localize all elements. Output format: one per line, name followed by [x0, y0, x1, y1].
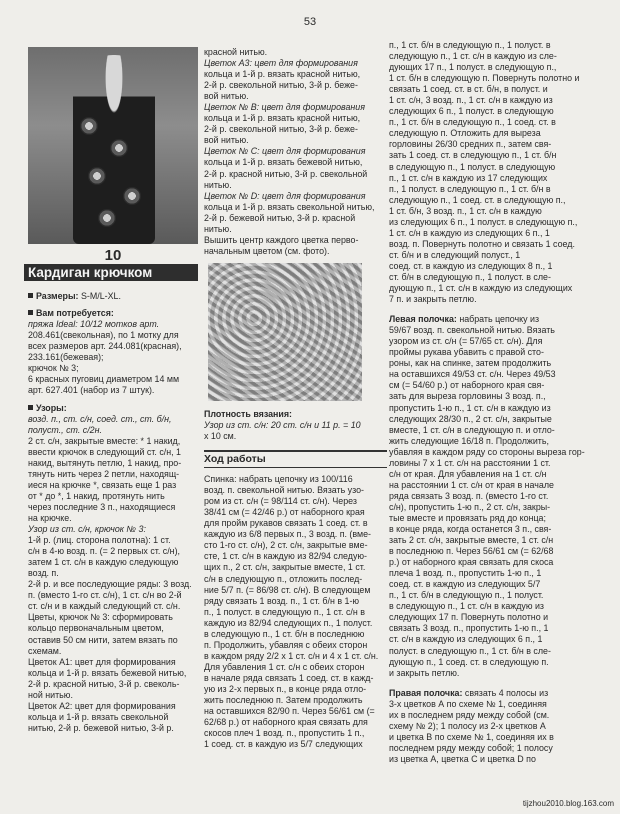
back-line: сто 1-го ст. с/н), 2 ст. с/н, закрытые вме-	[204, 540, 368, 551]
flower-motif	[123, 187, 141, 205]
right-front-line: схему № 2); 1 полосу из 2-х цветков А	[389, 720, 546, 731]
left-front-line: см (= 54/60 р.) от наборного края свя-	[389, 380, 545, 391]
pattern-line: накид, вытянуть петлю, 1 накид, про-	[28, 457, 182, 468]
back-cont-line: 7 п. и закрыть петлю.	[389, 294, 477, 305]
bullet-square-icon	[28, 310, 33, 315]
back-line: с/н в следующую п., отложить послед-	[204, 573, 363, 584]
left-front-line: следующих 28/30 п., 2 ст. с/н, закрытые	[389, 413, 552, 424]
pattern-line: Узор из ст. с/н, крючок № 3:	[28, 524, 146, 535]
left-front-line: вместе, 1 ст. с/н в следующую п. и отло-	[389, 424, 555, 435]
flower-line: Цветок № В: цвет для формирования	[204, 102, 365, 113]
left-front-line	[389, 314, 589, 325]
pattern-line: оставив 50 см нити, затем вязать по	[28, 634, 178, 645]
flower-line: Вышить центр каждого цветка перво-	[204, 234, 359, 245]
left-front-line: узором из ст. с/н (= 57/65 ст. с/н). Для	[389, 336, 543, 347]
column-1	[28, 47, 198, 734]
back-line: каждую из 6/8 первых п., 3 возд. п. (вме-	[204, 529, 371, 540]
flower-line: вой нитью.	[204, 135, 249, 146]
pattern-line: кольца и 1-й р. вязать бежевой нитью,	[28, 667, 187, 678]
back-line: 1 соед. ст. в каждую из 5/7 следующих	[204, 739, 363, 750]
left-front-line: пропустить 1-ю п., 1 ст. с/н в каждую из	[389, 402, 551, 413]
left-front-line: тые вместе и провязать ряд до конца;	[389, 512, 546, 523]
sizes-label: Размеры:	[36, 291, 79, 302]
pattern-line: с/н в 4-ю возд. п. (= 2 первых ст. с/н),	[28, 546, 180, 557]
left-front-line: ст. с/н в каждую из следующих 6 п., 1	[389, 634, 543, 645]
pattern-line: ст. с/н и в каждый следующий ст. с/н.	[28, 601, 181, 612]
back-line: п., 1 полуст. в следующую п., 1 ст. с/н в	[204, 606, 365, 617]
flower-line: Цветок № D: цвет для формирования	[204, 190, 366, 201]
flower-line: красной нитью.	[204, 47, 268, 57]
left-front-line: роны, как на спинке, затем продолжить	[389, 358, 552, 369]
left-front-line: зать 2 ст. с/н, закрытые вместе, 1 ст. с/н	[389, 535, 554, 546]
pattern-line: 2-й р. красной нитью, 3-й р. свеколь-	[28, 678, 180, 689]
pattern-line: Цветы, крючок № 3: сформировать	[28, 612, 173, 623]
back-line: 62/68 р.) от наборного края связать для	[204, 717, 368, 728]
pattern-line: 2-й р. и все последующие ряды: 3 возд.	[28, 579, 192, 590]
work-heading: Ход работы	[204, 450, 387, 468]
flower-motif	[110, 139, 128, 157]
back-line: в каждом ряду 2/2 х 1 ст. с/н и 4 х 1 ст. с/н.	[204, 650, 379, 661]
back-line: сте, 1 ст. с/н в каждую из 82/94 следую-	[204, 551, 368, 562]
flower-line: кольца и 1-й р. вязать красной нитью,	[204, 113, 361, 124]
back-line: в следующую п., 1 ст. б/н в последнюю	[204, 628, 365, 639]
pattern-line: 1-й р. (лиц. сторона полотна): 1 ст.	[28, 535, 171, 546]
pattern-line: кольцо первоначальным цветом,	[28, 623, 164, 634]
back-cont-line: 1 ст. с/н в каждую из следующих 6 п., 1	[389, 227, 550, 238]
back-line: в начале ряда связать 1 соед. ст. в кажд-	[204, 672, 374, 683]
right-front-line: и цветка В по схеме № 1, соединяя их в	[389, 731, 554, 742]
yarn-line: крючок № 3;	[28, 363, 79, 374]
back-line: ние 5/7 п. (= 86/98 ст. с/н). В следующем	[204, 584, 371, 595]
sizes-value: S-M/L-XL.	[80, 291, 121, 302]
flower-line: 2-й р. красной нитью, 3-й р. свекольной	[204, 168, 368, 179]
yarn-line: 233.161(бежевая);	[28, 352, 104, 363]
left-front-line: в последнюю п. Через 56/61 см (= 62/68	[389, 546, 554, 557]
back-line: щих п., 2 ст. с/н, закрытые вместе, 1 ст.	[204, 562, 366, 573]
back-line: ряду связать 1 возд. п., 1 ст. б/н в 1-ю	[204, 595, 360, 606]
back-line: ром из ст. с/н (= 98/114 ст. с/н). Через	[204, 496, 357, 507]
density-line: Узор из ст. с/н: 20 ст. с/н и 11 р. = 10	[204, 419, 361, 430]
left-front-line: на оставшихся 49/53 ст. с/н. Через 49/53	[389, 369, 556, 380]
back-cont-line: связать 1 соед. ст. в ст. б/н, в полуст. и	[389, 84, 548, 95]
column-2	[204, 47, 387, 750]
flower-line: начальным цветом (см. фото).	[204, 245, 330, 256]
left-front-line: связать 3 возд. п., пропустить 1-ю п., 1	[389, 623, 549, 634]
yarn-line: пряжа Ideal: 10/12 мотков арт.	[28, 319, 160, 330]
sizes-line	[28, 291, 198, 302]
yarn-line: всех размеров арт. 244.081(красная),	[28, 341, 182, 352]
pattern-line: ной нитью.	[28, 689, 73, 700]
watermark: tijzhou2010.blog.163.com	[522, 799, 614, 808]
pattern-line: Цветок А2: цвет для формирования	[28, 700, 176, 711]
left-front-line: ловины 7 х 1 ст. с/н на расстоянии 1 ст.	[389, 457, 551, 468]
left-front-first: набрать цепочку из	[456, 314, 540, 325]
pattern-title: Кардиган крючком	[24, 264, 198, 281]
back-cont-line: п., 1 полуст. в следующую п., 1 ст. б/н в	[389, 183, 551, 194]
pattern-line: через последние 3 п., находящиеся	[28, 501, 176, 512]
left-front-line: 59/67 возд. п. свекольной нитью. Вязать	[389, 325, 555, 336]
pattern-line: 2 ст. с/н, закрытые вместе: * 1 накид,	[28, 435, 181, 446]
left-front-line: в следующую п., 1 ст. с/н в каждую из	[389, 601, 544, 612]
back-cont-line: из следующих 6 п., 1 полуст. в следующую п.,	[389, 216, 578, 227]
flower-line: 2-й р. бежевой нитью, 3-й р. красной	[204, 212, 356, 223]
right-front-line: их в последнем ряду между собой (см.	[389, 709, 550, 720]
materials-heading	[28, 308, 198, 319]
flower-line: нитью.	[204, 223, 232, 234]
back-line: Спинка: набрать цепочку из 100/116	[204, 474, 353, 485]
back-cont-line: п., 1 ст. с/н в каждую из 17 следующих	[389, 172, 548, 183]
flower-line: Цветок А3: цвет для формирования	[204, 58, 358, 69]
pattern-line: возд. п.	[28, 568, 59, 579]
left-front-line: с/н), пропустить 1-ю п., 2 ст. с/н, закры-	[389, 501, 551, 512]
back-line: жить последнюю п. Затем продолжить	[204, 695, 363, 706]
back-line: каждую из 82/94 следующих п., 1 полуст.	[204, 617, 373, 628]
pattern-line: кольца и 1-й р. вязать свекольной	[28, 711, 169, 722]
pattern-line: схемам.	[28, 645, 62, 656]
left-front-line: ряда связать 3 возд. п. (вместо 1-го ст.	[389, 490, 549, 501]
flower-line: Цветок № С: цвет для формирования	[204, 146, 366, 157]
left-front-line: и закрыть петлю.	[389, 667, 460, 678]
back-cont-line: возд. п. Повернуть полотно и связать 1 соед.	[389, 238, 575, 249]
left-front-line: убавляя в каждом ряду со стороны выреза гор-	[389, 446, 585, 457]
pattern-line: тянуть нить через 2 петли, находящ-	[28, 468, 180, 479]
left-front-line: плеча 1 возд. п., пропустить 1-ю п., 1	[389, 568, 542, 579]
left-front-line: с/н от края. Для убавления на 1 ст. с/н	[389, 468, 547, 479]
back-cont-line: следующую п. Отложить для выреза	[389, 128, 541, 139]
pattern-line: затем 1 ст. с/н в каждую следующую	[28, 557, 179, 568]
left-front-label: Левая полочка:	[389, 314, 457, 325]
pattern-line: иеся на крючке *, связать еще 1 раз	[28, 479, 177, 490]
back-cont-line: в следующую п., 1 полуст. в следующую	[389, 161, 556, 172]
back-line: п. Продолжить, убавляя с обеих сторон	[204, 639, 368, 650]
yarn-line: 208.461(свекольная), по 1 мотку для	[28, 330, 179, 341]
back-cont-line: 1 ст. с/н, 3 возд. п., 1 ст. с/н в каждую из	[389, 95, 553, 106]
left-front-line: дующую п., 1 соед. ст. в следующую п.	[389, 656, 549, 667]
patterns-label: Узоры:	[36, 402, 67, 413]
right-front-label: Правая полочка:	[389, 687, 463, 698]
back-line: на оставшихся 82/90 п. Через 56/61 см (=	[204, 706, 375, 717]
back-cont-line: горловины 26/30 средних п., затем свя-	[389, 139, 552, 150]
density-heading: Плотность вязания:	[204, 408, 293, 419]
right-front-first: связать 4 полосы из	[462, 687, 549, 698]
pattern-line: п. (вместо 1-го ст. с/н), 1 ст. с/н во 2-й	[28, 590, 182, 601]
left-front-line: следующих 17 п. Повернуть полотно и	[389, 612, 549, 623]
yarn-line: 6 красных пуговиц диаметром 14 мм	[28, 374, 180, 385]
left-front-line: зать для выреза горловины 3 возд. п.,	[389, 391, 546, 402]
back-cont-line: п., 1 ст. б/н в следующую п., 1 соед. ст. в	[389, 117, 556, 128]
pattern-line: ввести крючок в следующий ст. с/н, 1	[28, 446, 181, 457]
flower-motif	[98, 209, 116, 227]
right-front-line	[389, 688, 589, 699]
flower-line: кольца и 1-й р. вязать бежевой нитью,	[204, 157, 363, 168]
back-line: для пройм рукавов связать 1 соед. ст. в	[204, 518, 368, 529]
flower-line: кольца и 1-й р. вязать свекольной нитью,	[204, 201, 375, 212]
back-cont-line: ст. б/н в следующую п., 1 полуст. в сле-	[389, 271, 551, 282]
back-cont-line: зать 1 соед. ст. в следующую п., 1 ст. б/н	[389, 150, 557, 161]
left-front-line: проймы рукава убавить с правой сто-	[389, 347, 544, 358]
pattern-line: Цветок А1: цвет для формирования	[28, 656, 176, 667]
flower-line: вой нитью.	[204, 91, 249, 102]
back-line: скосов плеч 1 возд. п., пропустить 1 п.,	[204, 728, 365, 739]
left-front-line: жить следующие 16/18 п. Продолжить,	[389, 435, 549, 446]
bullet-square-icon	[28, 405, 33, 410]
density-line: х 10 см.	[204, 430, 237, 441]
pattern-line: от * до *, 1 накид, протянуть нить	[28, 490, 165, 501]
right-front-line: последнем ряду между собой; 1 полосу	[389, 742, 553, 753]
back-cont-line: следующую п., 1 соед. ст. в следующую п.,	[389, 194, 566, 205]
bullet-square-icon	[28, 293, 33, 298]
patterns-heading	[28, 403, 198, 414]
back-cont-line: ст. б/н и в следующий полуст., 1	[389, 249, 521, 260]
pattern-line: на крючке.	[28, 512, 72, 523]
right-front-line: из цветка А, цветка С и цветка D по	[389, 753, 536, 764]
pattern-line: нитью, 2-й р. бежевой нитью, 3-й р.	[28, 722, 174, 733]
pattern-line: полуст., ст. с/2н.	[28, 424, 102, 435]
flower-line: нитью.	[204, 179, 232, 190]
back-cont-line: соед. ст. в каждую из следующих 8 п., 1	[389, 260, 553, 271]
left-front-line: соед. ст. в каждую из следующих 5/7	[389, 579, 541, 590]
pattern-line: возд. п., ст. с/н, соед. ст., ст. б/н,	[28, 413, 172, 424]
back-cont-line: следующих 6 п., 1 полуст. в следующую	[389, 106, 554, 117]
back-cont-line: п., 1 ст. б/н в следующую п., 1 полуст. в	[389, 40, 551, 50]
stitch-swatch-photo	[208, 263, 362, 401]
back-cont-line: 1 ст. б/н в следующую п. Повернуть полотно и	[389, 73, 580, 84]
page-number: 53	[303, 16, 317, 28]
flower-line: 2-й р. свекольной нитью, 3-й р. беже-	[204, 80, 358, 91]
back-cont-line: следующую п., 1 ст. с/н в каждую из сле-	[389, 51, 557, 62]
column-3	[389, 40, 589, 765]
back-line: 38/41 см (= 42/46 р.) от наборного края	[204, 507, 365, 518]
right-front-line: 3-х цветков А по схеме № 1, соединяя	[389, 698, 547, 709]
left-front-line: на расстоянии 1 ст. с/н от края в начале	[389, 479, 554, 490]
model-photo	[28, 47, 198, 244]
back-line: ую из 2-х первых п., в конце ряда отло-	[204, 683, 367, 694]
left-front-line: р.) от наборного края связать для скоса	[389, 557, 554, 568]
back-line: возд. п. свекольной нитью. Вязать узо-	[204, 485, 364, 496]
left-front-line: в конце ряда, когда останется 3 п., свя-	[389, 524, 552, 535]
flower-motif	[80, 117, 98, 135]
back-line: Для убавления 1 ст. с/н с обеих сторон	[204, 661, 365, 672]
left-front-line: полуст. в следующую п., 1 ст. б/н в сле-	[389, 645, 551, 656]
flower-line: 2-й р. свекольной нитью, 3-й р. беже-	[204, 124, 358, 135]
back-cont-line: дующих 17 п., 1 полуст. в следующую п.,	[389, 62, 557, 73]
materials-label: Вам потребуется:	[36, 308, 114, 319]
flower-motif	[88, 167, 106, 185]
yarn-line: арт. 627.401 (набор из 7 штук).	[28, 385, 155, 396]
back-cont-line: дующую п., 1 ст. с/н в каждую из следующих	[389, 283, 573, 294]
flower-line: кольца и 1-й р. вязать красной нитью,	[204, 69, 361, 80]
left-front-line: п., 1 ст. б/н в следующую п., 1 полуст.	[389, 590, 544, 601]
back-cont-line: 1 ст. б/н, 3 возд. п., 1 ст. с/н в каждую	[389, 205, 542, 216]
item-number: 10	[104, 247, 122, 264]
